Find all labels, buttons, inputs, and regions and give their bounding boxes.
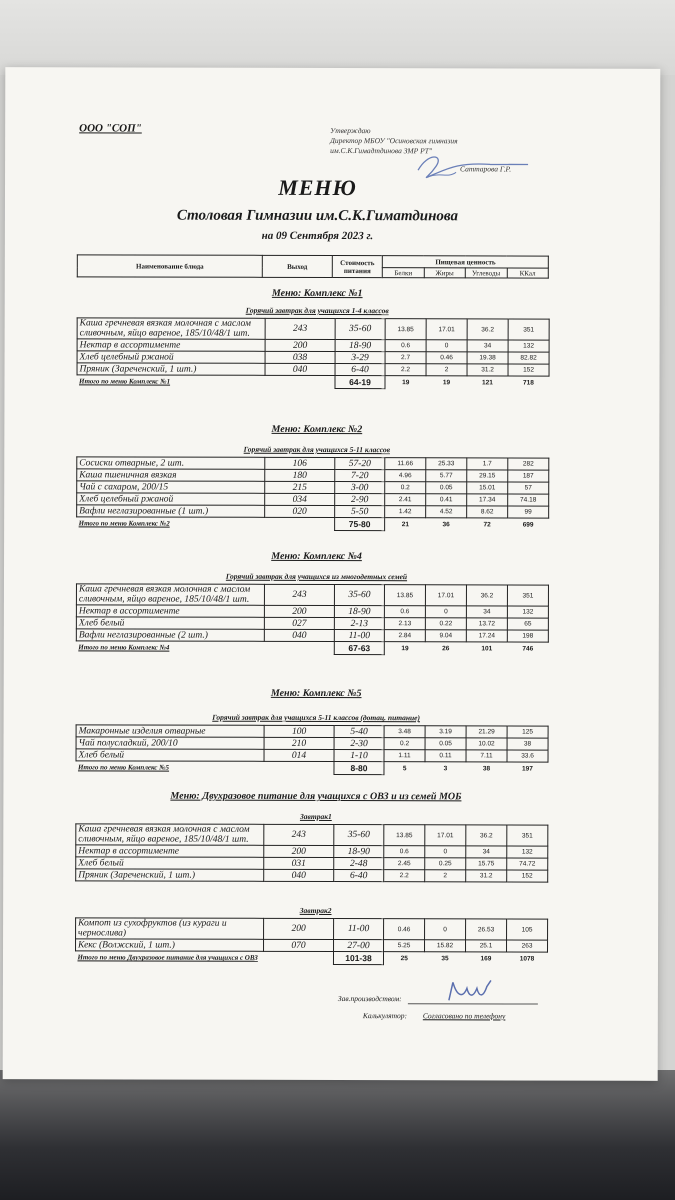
approval-line: Утверждаю: [330, 125, 371, 136]
menu-date: на 09 Сентября 2023 г.: [261, 229, 374, 243]
menu-table: [75, 823, 548, 882]
total-price: 67-63: [334, 642, 384, 655]
dish-protein: 2.41: [385, 494, 426, 506]
dish-carbs: 21.29: [466, 726, 507, 738]
dish-protein: 1.42: [385, 506, 426, 518]
dish-name: Пряник (Зареченский, 1 шт.): [76, 869, 264, 881]
dish-price: 11-00: [334, 630, 384, 642]
dish-price: 18-90: [334, 846, 384, 858]
dish-name: Хлеб белый: [76, 857, 264, 869]
dish-fat: 17.01: [425, 585, 466, 606]
dish-price: 5-40: [334, 726, 384, 738]
total-protein: 21: [401, 520, 409, 528]
dish-kcal: 152: [508, 364, 549, 376]
dish-carbs: 36.2: [467, 319, 508, 340]
total-kcal: 718: [523, 379, 534, 387]
dish-name: Компот из сухофруктов (из кураги и чернослива): [76, 918, 264, 939]
total-fat: 26: [442, 645, 450, 653]
dish-price: 2-90: [335, 494, 385, 506]
producer-line: [408, 1003, 538, 1004]
total-label: Итого по меню Двухразовое питание для учащихся с ОВЗ: [77, 953, 258, 963]
total-protein: 19: [402, 378, 410, 386]
total-kcal: 746: [522, 645, 534, 653]
dish-carbs: 34: [467, 340, 508, 352]
dish-carbs: 15.75: [466, 858, 507, 870]
dish-output: 038: [265, 351, 335, 363]
dish-carbs: 17.34: [467, 494, 508, 506]
total-carbs: 101: [481, 645, 493, 653]
dish-output: 210: [264, 737, 334, 749]
table-row: [77, 318, 549, 340]
dish-kcal: 33.6: [507, 750, 548, 762]
dish-fat: 0.22: [425, 618, 466, 630]
dish-price: 18-90: [334, 606, 384, 618]
dish-output: 215: [265, 481, 335, 493]
dish-fat: 0.11: [425, 750, 466, 762]
dish-output: 106: [265, 457, 335, 469]
dish-kcal: 187: [508, 470, 549, 482]
dish-output: 040: [264, 629, 334, 641]
total-kcal: 699: [522, 521, 534, 529]
dish-fat: 5.77: [426, 470, 467, 482]
total-row: [77, 517, 549, 531]
dish-kcal: 38: [507, 738, 548, 750]
dish-output: 243: [264, 824, 334, 845]
total-price: 64-19: [335, 376, 385, 389]
total-protein: 5: [402, 764, 407, 772]
dish-carbs: 15.01: [467, 482, 508, 494]
menu-table: [76, 456, 549, 531]
dish-price: 2-13: [334, 618, 384, 630]
total-label: Итого по меню Комплекс №1: [78, 377, 171, 386]
total-fat: 36: [442, 521, 450, 529]
dish-name: Хлеб целебный ржаной: [77, 351, 265, 363]
dish-price: 11-00: [334, 919, 384, 940]
dish-name: Каша гречневая вязкая молочная с маслом сливочным, яйцо вареное, 185/10/48/1 шт.: [77, 318, 265, 339]
dish-output: 040: [264, 869, 334, 881]
total-row: [77, 375, 549, 389]
dish-kcal: 263: [507, 940, 548, 952]
dish-fat: 2: [426, 364, 467, 376]
dish-output: 200: [264, 605, 334, 617]
menu-table: [75, 917, 548, 965]
total-carbs: 169: [480, 955, 492, 963]
dish-protein: 11.66: [385, 458, 426, 470]
dish-name: Каша пшеничная вязкая: [77, 469, 265, 481]
dish-carbs: 26.53: [466, 919, 507, 940]
dish-fat: 0.46: [426, 352, 467, 364]
dish-protein: 0.2: [384, 738, 425, 750]
col-output: Выход: [262, 255, 332, 277]
producer-signature: [443, 976, 503, 1011]
dish-kcal: 132: [507, 606, 548, 618]
dish-protein: 4.96: [385, 470, 426, 482]
dish-price: 2-30: [334, 738, 384, 750]
total-price: 101-38: [333, 952, 383, 965]
section-title: Меню: Комплекс №2: [271, 423, 363, 436]
dish-output: 014: [264, 749, 334, 761]
background-bottom: [0, 1070, 675, 1200]
dish-kcal: 282: [508, 458, 549, 470]
dish-fat: 2: [425, 870, 466, 882]
dish-output: 020: [265, 505, 335, 517]
total-label: Итого по меню Комплекс №2: [78, 519, 170, 528]
section-subtitle: Горячий завтрак для учащихся 5-11 классов (дотац. питание): [212, 712, 421, 723]
section-title: Меню: Комплекс №4: [271, 550, 362, 563]
section-title: Меню: Комплекс №5: [270, 687, 362, 700]
dish-output: 100: [264, 725, 334, 737]
dish-fat: 4.52: [426, 506, 467, 518]
total-carbs: 38: [482, 765, 491, 773]
dish-carbs: 13.72: [466, 618, 507, 630]
dish-kcal: 105: [507, 919, 548, 940]
total-fat: 3: [443, 765, 448, 773]
dish-carbs: 10.02: [466, 738, 507, 750]
dish-carbs: 31.2: [466, 870, 507, 882]
total-price: 75-80: [335, 518, 385, 531]
col-fat: Жиры: [424, 268, 465, 278]
col-protein: Белки: [383, 268, 424, 278]
dish-fat: 15.82: [425, 940, 466, 952]
table-row: [76, 918, 548, 940]
calc-label: Калькулятор:: [362, 1011, 408, 1021]
dish-kcal: 82.82: [508, 352, 549, 364]
dish-name: Нектар в ассортименте: [76, 605, 264, 617]
total-protein: 19: [401, 644, 409, 652]
dish-carbs: 1.7: [467, 458, 508, 470]
dish-name: Хлеб целебный ржаной: [77, 493, 265, 505]
dish-protein: 13.85: [385, 319, 426, 340]
col-carbs: Углеводы: [465, 268, 507, 278]
dish-fat: 9.04: [425, 630, 466, 642]
dish-protein: 0.6: [384, 606, 425, 618]
total-carbs: 72: [483, 521, 491, 529]
menu-table: [75, 724, 548, 775]
col-kcal: ККал: [507, 268, 548, 278]
dish-name: Макаронные изделия отварные: [76, 725, 264, 737]
total-fat: 19: [442, 379, 451, 387]
dish-carbs: 34: [466, 846, 507, 858]
menu-table: [76, 317, 549, 389]
dish-carbs: 31.2: [467, 364, 508, 376]
table-row: [76, 869, 548, 882]
total-label: Итого по меню Комплекс №4: [78, 643, 170, 652]
dish-name: Вафли неглазированные (1 шт.): [77, 505, 265, 517]
menu-sheet: [3, 67, 661, 1081]
dish-carbs: 34: [466, 606, 507, 618]
page-subtitle: Столовая Гимназии им.С.К.Гиматдинова: [176, 207, 459, 225]
dish-protein: 0.46: [384, 919, 425, 940]
dish-fat: 17.01: [426, 319, 467, 340]
dish-kcal: 152: [507, 870, 548, 882]
dish-output: 243: [265, 318, 335, 339]
dish-price: 7-20: [335, 470, 385, 482]
dish-name: Нектар в ассортименте: [76, 845, 264, 857]
dish-carbs: 7.11: [466, 750, 507, 762]
dish-name: Хлеб белый: [76, 749, 264, 761]
total-fat: 35: [441, 955, 449, 963]
dish-protein: 13.85: [384, 825, 425, 846]
total-row: [76, 641, 548, 655]
dish-price: 18-90: [335, 340, 385, 352]
dish-name: Вафли неглазированные (2 шт.): [76, 629, 264, 641]
dish-output: 040: [265, 363, 335, 375]
producer-label: Зав.производством:: [337, 994, 402, 1004]
dish-carbs: 8.62: [467, 506, 508, 518]
background-top: [0, 0, 675, 75]
dish-protein: 5.25: [384, 940, 425, 952]
dish-fat: 0.41: [426, 494, 467, 506]
dish-carbs: 36.2: [466, 585, 507, 606]
total-carbs: 121: [482, 379, 493, 387]
dish-protein: 0.6: [385, 340, 426, 352]
org-name: ООО "СОП": [79, 122, 142, 135]
dish-protein: 0.2: [385, 482, 426, 494]
dish-kcal: 198: [507, 630, 548, 642]
dish-name: Каша гречневая вязкая молочная с маслом сливочным, яйцо вареное, 185/10/48/1 шт.: [76, 824, 264, 845]
total-row: [76, 761, 548, 775]
total-kcal: 197: [522, 765, 533, 773]
dish-kcal: 125: [507, 726, 548, 738]
total-label: Итого по меню Комплекс №5: [77, 763, 170, 772]
dish-fat: 17.01: [425, 825, 466, 846]
dish-protein: 2.45: [384, 858, 425, 870]
dish-kcal: 57: [508, 482, 549, 494]
dish-kcal: 351: [508, 319, 549, 340]
dish-price: 6-40: [334, 870, 384, 882]
dish-fat: 0: [425, 606, 466, 618]
section-title: Меню: Двухразовое питание для учащихся с ОВЗ и из семей МОБ: [170, 790, 462, 803]
dish-output: 180: [265, 469, 335, 481]
dish-carbs: 17.24: [466, 630, 507, 642]
dish-output: 200: [264, 845, 334, 857]
dish-carbs: 19.38: [467, 352, 508, 364]
dish-kcal: 74.72: [507, 858, 548, 870]
dish-protein: 3.48: [384, 726, 425, 738]
dish-price: 3-29: [335, 352, 385, 364]
dish-protein: 0.6: [384, 846, 425, 858]
dish-kcal: 351: [507, 585, 548, 606]
dish-kcal: 132: [507, 846, 548, 858]
col-cost: Стоимость питания: [332, 256, 383, 278]
dish-output: 200: [265, 339, 335, 351]
total-kcal: 1078: [519, 955, 535, 963]
dish-price: 35-60: [334, 825, 384, 846]
dish-fat: 0: [426, 340, 467, 352]
dish-price: 35-60: [334, 585, 384, 606]
col-name: Наименование блюда: [77, 255, 262, 277]
dish-price: 1-10: [334, 750, 384, 762]
dish-protein: 1.11: [384, 750, 425, 762]
dish-price: 3-00: [335, 482, 385, 494]
dish-name: Кекс (Волжский, 1 шт.): [76, 939, 264, 951]
dish-kcal: 65: [507, 618, 548, 630]
total-row: [75, 951, 547, 965]
dish-carbs: 29.15: [467, 470, 508, 482]
page-title: МЕНЮ: [278, 174, 357, 201]
dish-name: Нектар в ассортименте: [77, 339, 265, 351]
dish-fat: 0.05: [425, 738, 466, 750]
col-nutrition: Пищевая ценность: [383, 256, 549, 268]
dish-fat: 0: [425, 846, 466, 858]
dish-output: 027: [264, 617, 334, 629]
dish-fat: 25.33: [426, 458, 467, 470]
dish-protein: 13.85: [384, 585, 425, 606]
table-row: [76, 824, 548, 846]
dish-price: 2-48: [334, 858, 384, 870]
section-title: Меню: Комплекс №1: [271, 287, 363, 300]
dish-protein: 2.2: [385, 364, 426, 376]
total-protein: 25: [400, 954, 408, 962]
dish-price: 57-20: [335, 458, 385, 470]
approval-name: Саттарова Г.Р.: [460, 164, 512, 174]
dish-output: 031: [264, 857, 334, 869]
total-price: 8-80: [334, 762, 384, 775]
approval-line: им.С.К.Гимадтдинова ЗМР РТ": [330, 145, 433, 156]
approval-line: Директор МБОУ "Осиновская гимназия: [330, 135, 458, 146]
dish-fat: 3.19: [425, 726, 466, 738]
menu-table: [76, 583, 549, 655]
dish-protein: 2.7: [385, 352, 426, 364]
dish-protein: 2.84: [384, 630, 425, 642]
dish-name: Сосиски отварные, 2 шт.: [77, 457, 265, 469]
calc-value: Согласовано по телефону: [422, 1011, 506, 1021]
dish-price: 5-50: [335, 506, 385, 518]
dish-fat: 0.05: [426, 482, 467, 494]
dish-output: 243: [264, 584, 334, 605]
dish-name: Хлеб белый: [76, 617, 264, 629]
section-subtitle: Завтрак2: [299, 905, 332, 916]
dish-price: 6-40: [335, 364, 385, 376]
dish-kcal: 351: [507, 825, 548, 846]
dish-output: 200: [264, 918, 334, 939]
dish-kcal: 74.18: [508, 494, 549, 506]
dish-price: 27-00: [334, 940, 384, 952]
dish-output: 070: [264, 939, 334, 951]
section-subtitle: Горячий завтрак для учащихся 1-4 классов: [245, 305, 389, 316]
header-table: [77, 254, 549, 278]
dish-carbs: 36.2: [466, 825, 507, 846]
dish-output: 034: [265, 493, 335, 505]
dish-name: Каша гречневая вязкая молочная с маслом сливочным, яйцо вареное, 185/10/48/1 шт.: [76, 584, 264, 605]
dish-price: 35-60: [335, 319, 385, 340]
section-subtitle: Горячий завтрак для учащихся 5-11 классов: [243, 444, 390, 455]
dish-fat: 0: [425, 919, 466, 940]
table-row: [76, 584, 548, 606]
dish-kcal: 132: [508, 340, 549, 352]
section-subtitle: Завтрак1: [299, 811, 332, 822]
dish-name: Чай полусладкий, 200/10: [76, 737, 264, 749]
dish-name: Пряник (Зареченский, 1 шт.): [77, 363, 265, 375]
dish-protein: 2.13: [384, 618, 425, 630]
dish-fat: 0.25: [425, 858, 466, 870]
section-subtitle: Горячий завтрак для учащихся из многодетных семей: [225, 571, 408, 582]
dish-name: Чай с сахаром, 200/15: [77, 481, 265, 493]
dish-carbs: 25.1: [466, 940, 507, 952]
dish-kcal: 99: [508, 506, 549, 518]
dish-protein: 2.2: [384, 870, 425, 882]
